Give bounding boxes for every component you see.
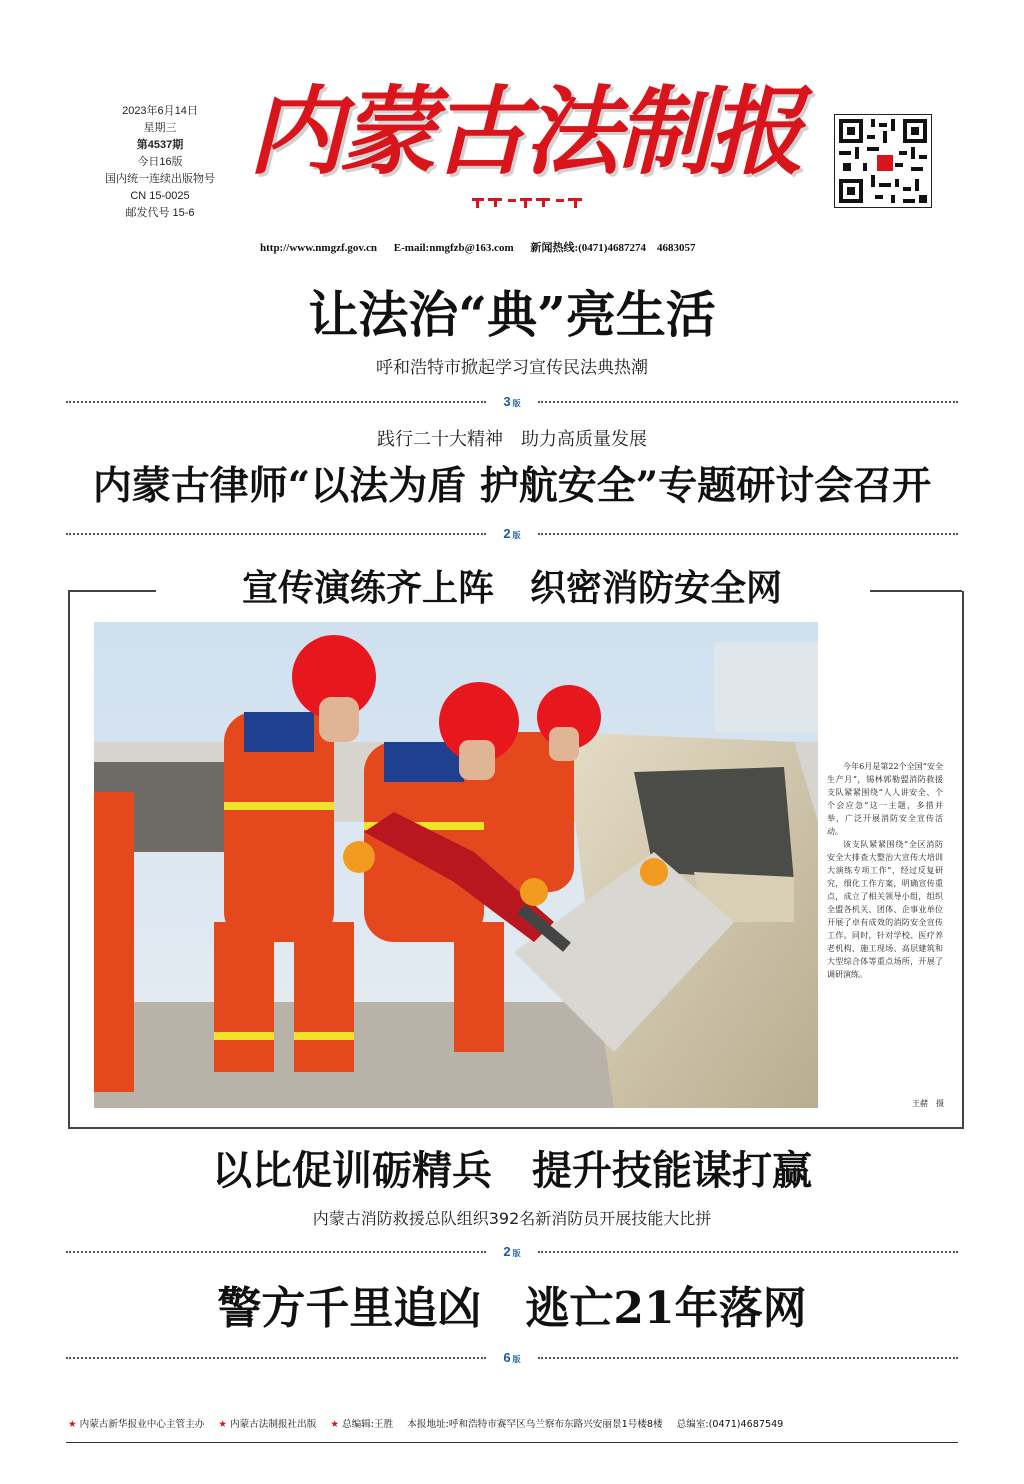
masthead-meta [70,103,250,222]
page-ref-3[interactable]: 2 版 [503,1244,521,1259]
page-count: 今日16版 [137,156,183,168]
page-ref-separator-2 [66,526,958,542]
divider [66,1357,486,1359]
email-link[interactable]: E-mail:nmgfzb@163.com [393,242,514,254]
photo-headline[interactable]: 宣传演练齐上阵 织密消防安全网 [241,567,782,609]
subhead-1: 呼和浩特市掀起学习宣传民法典热潮 [376,358,648,378]
news-hotline: 新闻热线:(0471)4687274 4683057 [530,242,696,254]
subhead-3: 内蒙古消防救援总队组织392名新消防员开展技能大比拼 [312,1209,712,1228]
issue-weekday: 星期三 [143,122,177,134]
registration-label: 国内统一连续出版物号 [105,173,215,185]
website-link[interactable]: http://www.nmgzf.gov.cn [260,242,378,254]
photo-caption [827,760,943,981]
page-ref-separator-4 [66,1350,958,1366]
headline-4[interactable]: 警方千里追凶 逃亡21年落网 [217,1283,807,1334]
qr-center-logo-icon [875,153,895,173]
divider [538,533,958,535]
issue-date: 2023年6月14日 [122,105,198,117]
kicker-2: 践行二十大精神 助力高质量发展 [377,429,647,450]
divider [66,1251,486,1253]
caption-paragraph-1: 今年6月是第22个全国“安全生产月”，锡林郭勒盟消防救援支队紧紧围绕“人人讲安全、个个会应急”这一主题，多措并举，广泛开展消防安全宣传活动。 [827,762,943,836]
contact-line [260,239,780,255]
mongolian-script-logo [470,196,590,208]
divider [66,533,486,535]
postal-code: 邮发代号 15-6 [125,207,195,219]
divider [538,1357,958,1359]
divider [66,401,486,403]
footer-sponsor: 内蒙古新华报业中心主管主办 [79,1419,205,1430]
page-ref-1[interactable]: 3 版 [503,394,521,409]
headline-3[interactable]: 以比促训砺精兵 提升技能谋打赢 [212,1147,812,1194]
star-icon: ★ [218,1419,227,1430]
footer [68,1416,958,1430]
page-ref-separator-3 [66,1244,958,1260]
divider [538,401,958,403]
footer-publisher: 内蒙古法制报社出版 [230,1419,317,1430]
newspaper-logo [248,72,813,207]
footer-address: 本报地址:呼和浩特市赛罕区乌兰察布东路兴安丽景1号楼8楼 [407,1419,663,1430]
headline-1[interactable]: 让法治“典”亮生活 [308,285,716,344]
divider [538,1251,958,1253]
footer-office-phone: 总编室:(0471)4687549 [676,1419,784,1430]
headline-2[interactable]: 内蒙古律师“以法为盾 护航安全”专题研讨会召开 [92,463,932,509]
star-icon: ★ [68,1419,77,1430]
qr-code[interactable] [834,114,932,208]
caption-paragraph-2: 该支队紧紧围绕“全区消防安全大排查大整治大宣传大培训大演练专项工作”，经过反复研究，细化工作方案，明确宣传重点，成立了相关领导小组，组织全盟各机关、团体、企事业单位开展了卓有成效的消防安全宣传工作。同时，针对学校、医疗养老机构、施工现场、高层建筑和大型综合体等重点场所，开展了调研演练。 [827,840,943,979]
photo-credit: 王赭 摄 [912,1099,944,1108]
page-ref-separator-1 [66,394,958,410]
page-ref-2[interactable]: 2 版 [503,526,521,541]
footer-rule [66,1442,958,1443]
star-icon: ★ [330,1419,340,1430]
logo-text: 内蒙古法制报 [248,75,800,188]
cn-number: CN 15-0025 [130,190,190,202]
issue-number: 第4537期 [136,139,184,151]
photo-illustration [94,622,818,1108]
footer-editor: 总编辑:王胜 [342,1419,394,1430]
firefighter-drill-photo[interactable] [94,622,818,1108]
page-ref-4[interactable]: 6 版 [503,1350,521,1365]
